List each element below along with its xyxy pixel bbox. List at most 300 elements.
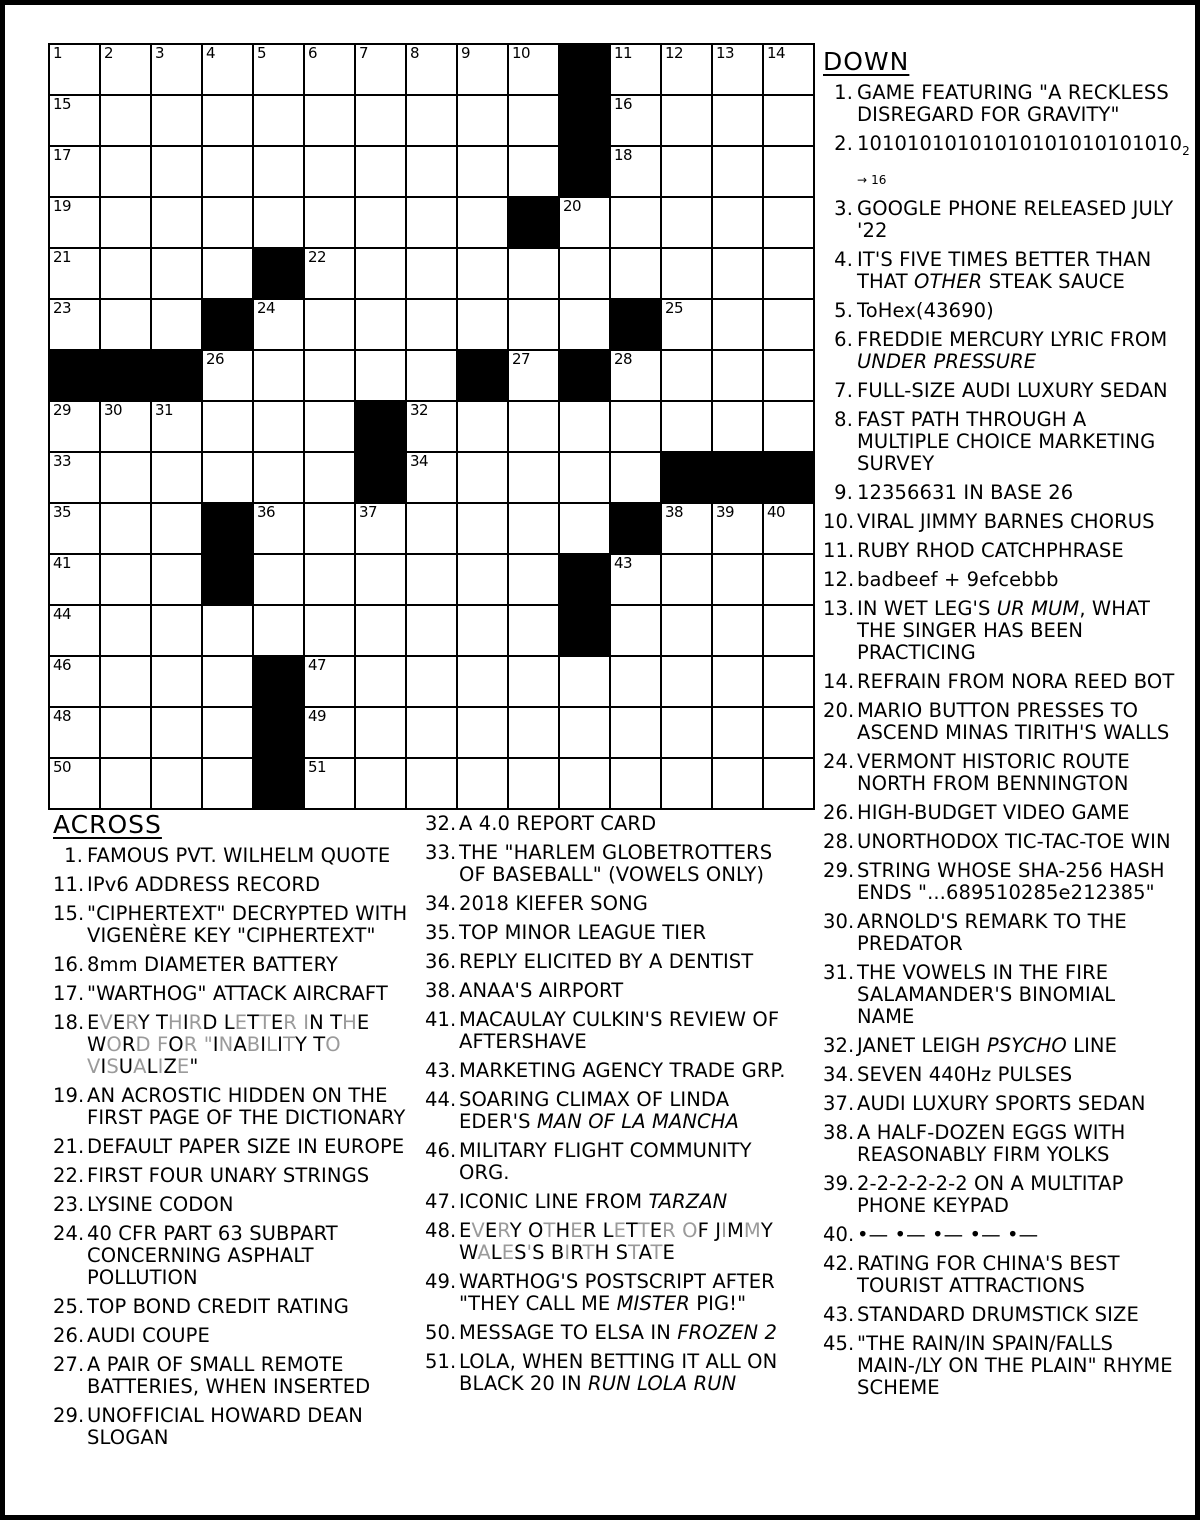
grid-cell[interactable] [610, 758, 661, 809]
grid-cell[interactable] [712, 758, 763, 809]
grid-cell[interactable] [253, 197, 304, 248]
grid-cell[interactable] [253, 503, 304, 554]
grid-cell[interactable] [151, 452, 202, 503]
grid-cell[interactable] [151, 197, 202, 248]
grid-cell[interactable] [355, 95, 406, 146]
grid-cell[interactable] [610, 452, 661, 503]
grid-block-cell [610, 503, 661, 554]
grid-cell[interactable] [763, 605, 814, 656]
grid-cell[interactable] [610, 554, 661, 605]
grid-cell[interactable] [304, 707, 355, 758]
clue-text: A 4.0 REPORT CARD [459, 812, 657, 835]
grid-cell[interactable] [100, 452, 151, 503]
grid-cell[interactable] [610, 605, 661, 656]
grid-cell[interactable] [304, 452, 355, 503]
down-clue[interactable] [823, 1253, 1178, 1297]
grid-cell[interactable] [253, 350, 304, 401]
grid-cell[interactable] [49, 758, 100, 809]
clue-text: TOP MINOR LEAGUE TIER [459, 921, 707, 944]
down-clue[interactable] [823, 132, 1190, 191]
across-clue[interactable] [53, 983, 423, 1005]
grid-cell[interactable] [253, 401, 304, 452]
grid-cell[interactable] [661, 95, 712, 146]
grid-cell[interactable] [559, 707, 610, 758]
grid-cell[interactable] [610, 350, 661, 401]
grid-cell[interactable] [49, 452, 100, 503]
down-clue[interactable] [823, 962, 1178, 1028]
grid-cell[interactable] [151, 503, 202, 554]
across-clue[interactable] [425, 922, 805, 944]
down-clue[interactable] [823, 671, 1178, 693]
grid-cell[interactable] [559, 401, 610, 452]
grid-cell[interactable] [202, 248, 253, 299]
across-clue[interactable] [53, 874, 423, 896]
grid-cell[interactable] [712, 146, 763, 197]
clue-number: 38 . [823, 1122, 853, 1144]
grid-cell[interactable] [151, 95, 202, 146]
across-clue[interactable] [425, 1271, 805, 1315]
grid-cell[interactable] [100, 758, 151, 809]
grid-cell[interactable] [661, 758, 712, 809]
across-clue[interactable] [53, 845, 423, 867]
clue-number: 31 . [823, 962, 853, 984]
grid-cell-number: 10 [512, 44, 531, 62]
across-clue[interactable] [425, 1351, 805, 1395]
down-clue[interactable] [823, 329, 1178, 373]
grid-cell[interactable] [508, 401, 559, 452]
across-clue[interactable] [425, 1089, 805, 1133]
grid-cell[interactable] [304, 146, 355, 197]
grid-cell[interactable] [508, 656, 559, 707]
grid-cell[interactable] [712, 503, 763, 554]
grid-cell[interactable] [100, 248, 151, 299]
grid-cell[interactable] [457, 656, 508, 707]
grid-cell[interactable] [457, 758, 508, 809]
down-clue[interactable] [823, 1122, 1178, 1166]
grid-cell[interactable] [661, 503, 712, 554]
grid-cell[interactable] [508, 503, 559, 554]
grid-cell[interactable] [712, 656, 763, 707]
grid-cell[interactable] [100, 554, 151, 605]
grid-cell[interactable] [304, 95, 355, 146]
grid-cell[interactable] [508, 707, 559, 758]
grid-cell[interactable] [661, 248, 712, 299]
across-clue[interactable] [425, 1220, 805, 1264]
grid-cell[interactable] [406, 197, 457, 248]
grid-cell[interactable] [253, 605, 304, 656]
grid-cell[interactable] [763, 401, 814, 452]
grid-cell[interactable] [202, 44, 253, 95]
grid-cell[interactable] [763, 44, 814, 95]
grid-block-cell [559, 605, 610, 656]
down-clue[interactable] [823, 831, 1178, 853]
down-clue[interactable] [823, 569, 1178, 591]
grid-cell[interactable] [151, 44, 202, 95]
grid-cell[interactable] [457, 95, 508, 146]
across-clues-column-1 [53, 810, 423, 1456]
grid-cell[interactable] [151, 605, 202, 656]
clue-text: REFRAIN FROM NORA REED BOT [857, 669, 1175, 693]
grid-cell[interactable] [253, 299, 304, 350]
grid-cell[interactable] [457, 197, 508, 248]
grid-cell[interactable] [457, 605, 508, 656]
grid-cell[interactable] [100, 197, 151, 248]
across-clue[interactable] [425, 1140, 805, 1184]
grid-cell[interactable] [406, 452, 457, 503]
grid-cell[interactable] [355, 350, 406, 401]
down-clue[interactable] [823, 380, 1178, 402]
down-clue[interactable] [823, 1224, 1178, 1246]
grid-cell[interactable] [49, 656, 100, 707]
grid-cell[interactable] [100, 503, 151, 554]
grid-cell[interactable] [406, 44, 457, 95]
down-clue[interactable] [823, 198, 1178, 242]
grid-cell[interactable] [202, 656, 253, 707]
grid-cell[interactable] [763, 656, 814, 707]
across-clue[interactable] [53, 1296, 423, 1318]
clue-number: 22 . [53, 1165, 83, 1187]
down-clue[interactable] [823, 911, 1178, 955]
clue-number: 35 . [425, 922, 455, 944]
grid-cell[interactable] [355, 146, 406, 197]
grid-cell[interactable] [49, 554, 100, 605]
grid-cell[interactable] [49, 401, 100, 452]
down-clue-list [823, 81, 1190, 1399]
grid-cell[interactable] [253, 44, 304, 95]
grid-cell[interactable] [712, 197, 763, 248]
grid-cell[interactable] [457, 503, 508, 554]
grid-cell[interactable] [202, 401, 253, 452]
clue-text: REPLY ELICITED BY A DENTIST [459, 950, 754, 973]
grid-cell[interactable] [763, 248, 814, 299]
grid-cell[interactable] [712, 605, 763, 656]
grid-cell[interactable] [559, 299, 610, 350]
grid-cell[interactable] [49, 299, 100, 350]
grid-cell[interactable] [151, 656, 202, 707]
grid-cell[interactable] [610, 197, 661, 248]
across-clue[interactable] [425, 1322, 805, 1344]
grid-cell[interactable] [559, 452, 610, 503]
grid-cell[interactable] [712, 401, 763, 452]
across-clue[interactable] [425, 893, 805, 915]
grid-cell[interactable] [457, 299, 508, 350]
grid-cell[interactable] [406, 350, 457, 401]
grid-cell-number: 6 [308, 44, 318, 62]
grid-cell[interactable] [610, 707, 661, 758]
grid-cell[interactable] [406, 146, 457, 197]
grid-cell[interactable] [763, 554, 814, 605]
grid-cell[interactable] [355, 707, 406, 758]
grid-cell[interactable] [304, 401, 355, 452]
grid-cell[interactable] [49, 146, 100, 197]
grid-cell[interactable] [610, 401, 661, 452]
grid-cell[interactable] [49, 95, 100, 146]
grid-cell[interactable] [661, 401, 712, 452]
down-clue[interactable] [823, 540, 1178, 562]
clue-text: EVERY OTHER LETTER OF JIMMY WALES'S BIRTH STATE [459, 1219, 773, 1264]
grid-cell[interactable] [100, 401, 151, 452]
grid-cell[interactable] [151, 758, 202, 809]
grid-cell[interactable] [406, 605, 457, 656]
grid-cell[interactable] [763, 707, 814, 758]
grid-cell[interactable] [559, 758, 610, 809]
grid-cell[interactable] [712, 44, 763, 95]
grid-cell[interactable] [712, 554, 763, 605]
grid-cell[interactable] [406, 503, 457, 554]
clue-number: 4 . [823, 249, 853, 271]
clue-text: STRING WHOSE SHA-256 HASH ENDS "...689510285e212385" [857, 858, 1165, 904]
clue-number: 27 . [53, 1354, 83, 1376]
across-clue[interactable] [53, 1325, 423, 1347]
grid-row [49, 146, 814, 197]
grid-cell[interactable] [151, 707, 202, 758]
clue-text: IPv6 ADDRESS RECORD [87, 873, 321, 896]
grid-cell[interactable] [406, 248, 457, 299]
grid-cell[interactable] [202, 452, 253, 503]
down-clue[interactable] [823, 700, 1178, 744]
grid-cell[interactable] [661, 44, 712, 95]
grid-row [49, 503, 814, 554]
grid-cell[interactable] [304, 554, 355, 605]
grid-cell[interactable] [355, 605, 406, 656]
grid-cell[interactable] [49, 605, 100, 656]
grid-cell[interactable] [49, 44, 100, 95]
grid-cell[interactable] [202, 707, 253, 758]
down-clue[interactable] [823, 751, 1178, 795]
grid-cell[interactable] [100, 605, 151, 656]
down-clue[interactable] [823, 409, 1178, 475]
grid-cell[interactable] [661, 299, 712, 350]
grid-cell[interactable] [406, 656, 457, 707]
grid-cell[interactable] [559, 197, 610, 248]
grid-cell[interactable] [661, 197, 712, 248]
grid-cell[interactable] [406, 299, 457, 350]
down-clue[interactable] [823, 1064, 1178, 1086]
down-clue[interactable] [823, 860, 1178, 904]
grid-cell[interactable] [406, 554, 457, 605]
across-clue[interactable] [53, 1405, 423, 1449]
clue-text: EVERY THIRD LETTER IN THE WORD FOR "INABILITY TO VISUALIZE" [87, 1011, 370, 1078]
across-clue[interactable] [53, 903, 423, 947]
across-clue[interactable] [53, 954, 423, 976]
grid-cell-number: 43 [614, 554, 633, 572]
grid-cell[interactable] [304, 758, 355, 809]
grid-cell[interactable] [661, 605, 712, 656]
grid-cell[interactable] [202, 605, 253, 656]
grid-cell[interactable] [100, 95, 151, 146]
clue-number: 38 . [425, 980, 455, 1002]
across-clue[interactable] [425, 1009, 805, 1053]
clue-text: MACAULAY CULKIN'S REVIEW OF AFTERSHAVE [459, 1008, 780, 1053]
across-clue[interactable] [425, 951, 805, 973]
grid-cell[interactable] [355, 554, 406, 605]
grid-row [49, 197, 814, 248]
grid-cell[interactable] [763, 299, 814, 350]
grid-cell[interactable] [610, 248, 661, 299]
grid-cell[interactable] [457, 707, 508, 758]
grid-cell[interactable] [457, 44, 508, 95]
grid-cell[interactable] [610, 95, 661, 146]
grid-cell[interactable] [49, 503, 100, 554]
clue-number: 9 . [823, 482, 853, 504]
grid-cell[interactable] [304, 503, 355, 554]
clue-text: THE VOWELS IN THE FIRE SALAMANDER'S BINOMIAL NAME [857, 960, 1116, 1028]
across-clue[interactable] [53, 1165, 423, 1187]
grid-cell[interactable] [610, 146, 661, 197]
grid-cell[interactable] [151, 554, 202, 605]
grid-cell[interactable] [712, 95, 763, 146]
across-clue[interactable] [53, 1194, 423, 1216]
across-clue[interactable] [53, 1012, 423, 1078]
down-clue[interactable] [823, 82, 1178, 126]
clue-text: VERMONT HISTORIC ROUTE NORTH FROM BENNINGTON [857, 749, 1130, 795]
grid-cell[interactable] [304, 605, 355, 656]
grid-cell[interactable] [457, 146, 508, 197]
grid-cell[interactable] [355, 44, 406, 95]
across-clue[interactable] [425, 1191, 805, 1213]
grid-cell[interactable] [457, 452, 508, 503]
grid-cell[interactable] [763, 503, 814, 554]
grid-cell[interactable] [559, 503, 610, 554]
grid-cell[interactable] [202, 197, 253, 248]
grid-cell[interactable] [304, 299, 355, 350]
grid-cell[interactable] [253, 452, 304, 503]
grid-cell[interactable] [712, 707, 763, 758]
grid-cell[interactable] [763, 95, 814, 146]
grid-cell[interactable] [508, 758, 559, 809]
grid-cell[interactable] [457, 248, 508, 299]
grid-cell[interactable] [559, 248, 610, 299]
grid-cell[interactable] [508, 248, 559, 299]
down-clue[interactable] [823, 482, 1178, 504]
grid-cell[interactable] [661, 656, 712, 707]
down-clue[interactable] [823, 1333, 1178, 1399]
grid-cell[interactable] [661, 146, 712, 197]
across-clue[interactable] [425, 1060, 805, 1082]
grid-cell[interactable] [508, 350, 559, 401]
grid-cell[interactable] [712, 248, 763, 299]
grid-cell[interactable] [100, 707, 151, 758]
grid-cell[interactable] [763, 197, 814, 248]
grid-cell[interactable] [610, 656, 661, 707]
grid-cell[interactable] [202, 146, 253, 197]
grid-cell[interactable] [304, 350, 355, 401]
grid-cell[interactable] [253, 95, 304, 146]
grid-cell[interactable] [355, 299, 406, 350]
down-clue[interactable] [823, 1304, 1178, 1326]
grid-cell[interactable] [151, 401, 202, 452]
grid-cell[interactable] [457, 554, 508, 605]
down-clue[interactable] [823, 802, 1178, 824]
grid-cell[interactable] [49, 707, 100, 758]
grid-cell[interactable] [202, 95, 253, 146]
grid-cell[interactable] [202, 350, 253, 401]
grid-cell[interactable] [763, 146, 814, 197]
grid-cell[interactable] [100, 656, 151, 707]
grid-cell[interactable] [559, 656, 610, 707]
grid-cell[interactable] [406, 401, 457, 452]
grid-cell[interactable] [508, 146, 559, 197]
grid-cell[interactable] [304, 197, 355, 248]
grid-cell[interactable] [661, 350, 712, 401]
across-clue[interactable] [53, 1136, 423, 1158]
down-clue[interactable] [823, 1173, 1178, 1217]
grid-cell[interactable] [304, 248, 355, 299]
grid-cell[interactable] [355, 656, 406, 707]
grid-cell[interactable] [100, 44, 151, 95]
across-clue[interactable] [425, 842, 805, 886]
grid-cell[interactable] [304, 44, 355, 95]
clue-number: 16 . [53, 954, 83, 976]
grid-cell[interactable] [355, 248, 406, 299]
clue-text: MARIO BUTTON PRESSES TO ASCEND MINAS TIRITH'S WALLS [857, 698, 1170, 744]
grid-row [49, 248, 814, 299]
down-clue[interactable] [823, 1093, 1178, 1115]
grid-cell[interactable] [253, 554, 304, 605]
grid-cell[interactable] [712, 350, 763, 401]
grid-cell[interactable] [100, 146, 151, 197]
down-clue[interactable] [823, 511, 1178, 533]
grid-cell[interactable] [253, 146, 304, 197]
grid-cell[interactable] [100, 299, 151, 350]
grid-cell[interactable] [304, 656, 355, 707]
down-clue[interactable] [823, 1035, 1178, 1057]
across-clue[interactable] [53, 1085, 423, 1129]
grid-cell[interactable] [661, 554, 712, 605]
grid-cell[interactable] [406, 758, 457, 809]
grid-cell[interactable] [508, 554, 559, 605]
grid-cell[interactable] [661, 707, 712, 758]
grid-row [49, 95, 814, 146]
clue-text: ICONIC LINE FROM TARZAN [459, 1190, 728, 1213]
down-clue[interactable] [823, 300, 1178, 322]
grid-cell[interactable] [49, 248, 100, 299]
across-clue[interactable] [53, 1223, 423, 1289]
across-clue[interactable] [53, 1354, 423, 1398]
grid-cell[interactable] [406, 95, 457, 146]
across-clue[interactable] [425, 980, 805, 1002]
grid-cell[interactable] [508, 299, 559, 350]
clue-number: 15 . [53, 903, 83, 925]
grid-cell[interactable] [763, 758, 814, 809]
grid-cell[interactable] [610, 44, 661, 95]
down-clue[interactable] [823, 598, 1178, 664]
grid-cell[interactable] [508, 452, 559, 503]
grid-cell[interactable] [49, 197, 100, 248]
grid-cell[interactable] [151, 248, 202, 299]
grid-row [49, 452, 814, 503]
grid-cell[interactable] [355, 758, 406, 809]
grid-cell[interactable] [406, 707, 457, 758]
grid-cell[interactable] [457, 401, 508, 452]
grid-cell[interactable] [508, 605, 559, 656]
grid-cell[interactable] [355, 503, 406, 554]
across-clue[interactable] [425, 813, 805, 835]
clue-number: 45 . [823, 1333, 853, 1355]
grid-cell[interactable] [508, 44, 559, 95]
grid-cell[interactable] [151, 299, 202, 350]
grid-cell[interactable] [355, 197, 406, 248]
grid-table[interactable] [48, 43, 815, 810]
grid-cell[interactable] [151, 146, 202, 197]
grid-cell[interactable] [712, 299, 763, 350]
grid-cell[interactable] [763, 350, 814, 401]
grid-cell[interactable] [202, 758, 253, 809]
down-clue[interactable] [823, 249, 1178, 293]
clue-text: MESSAGE TO ELSA IN FROZEN 2 [459, 1321, 778, 1344]
grid-cell[interactable] [508, 95, 559, 146]
crossword-grid[interactable] [48, 43, 815, 810]
